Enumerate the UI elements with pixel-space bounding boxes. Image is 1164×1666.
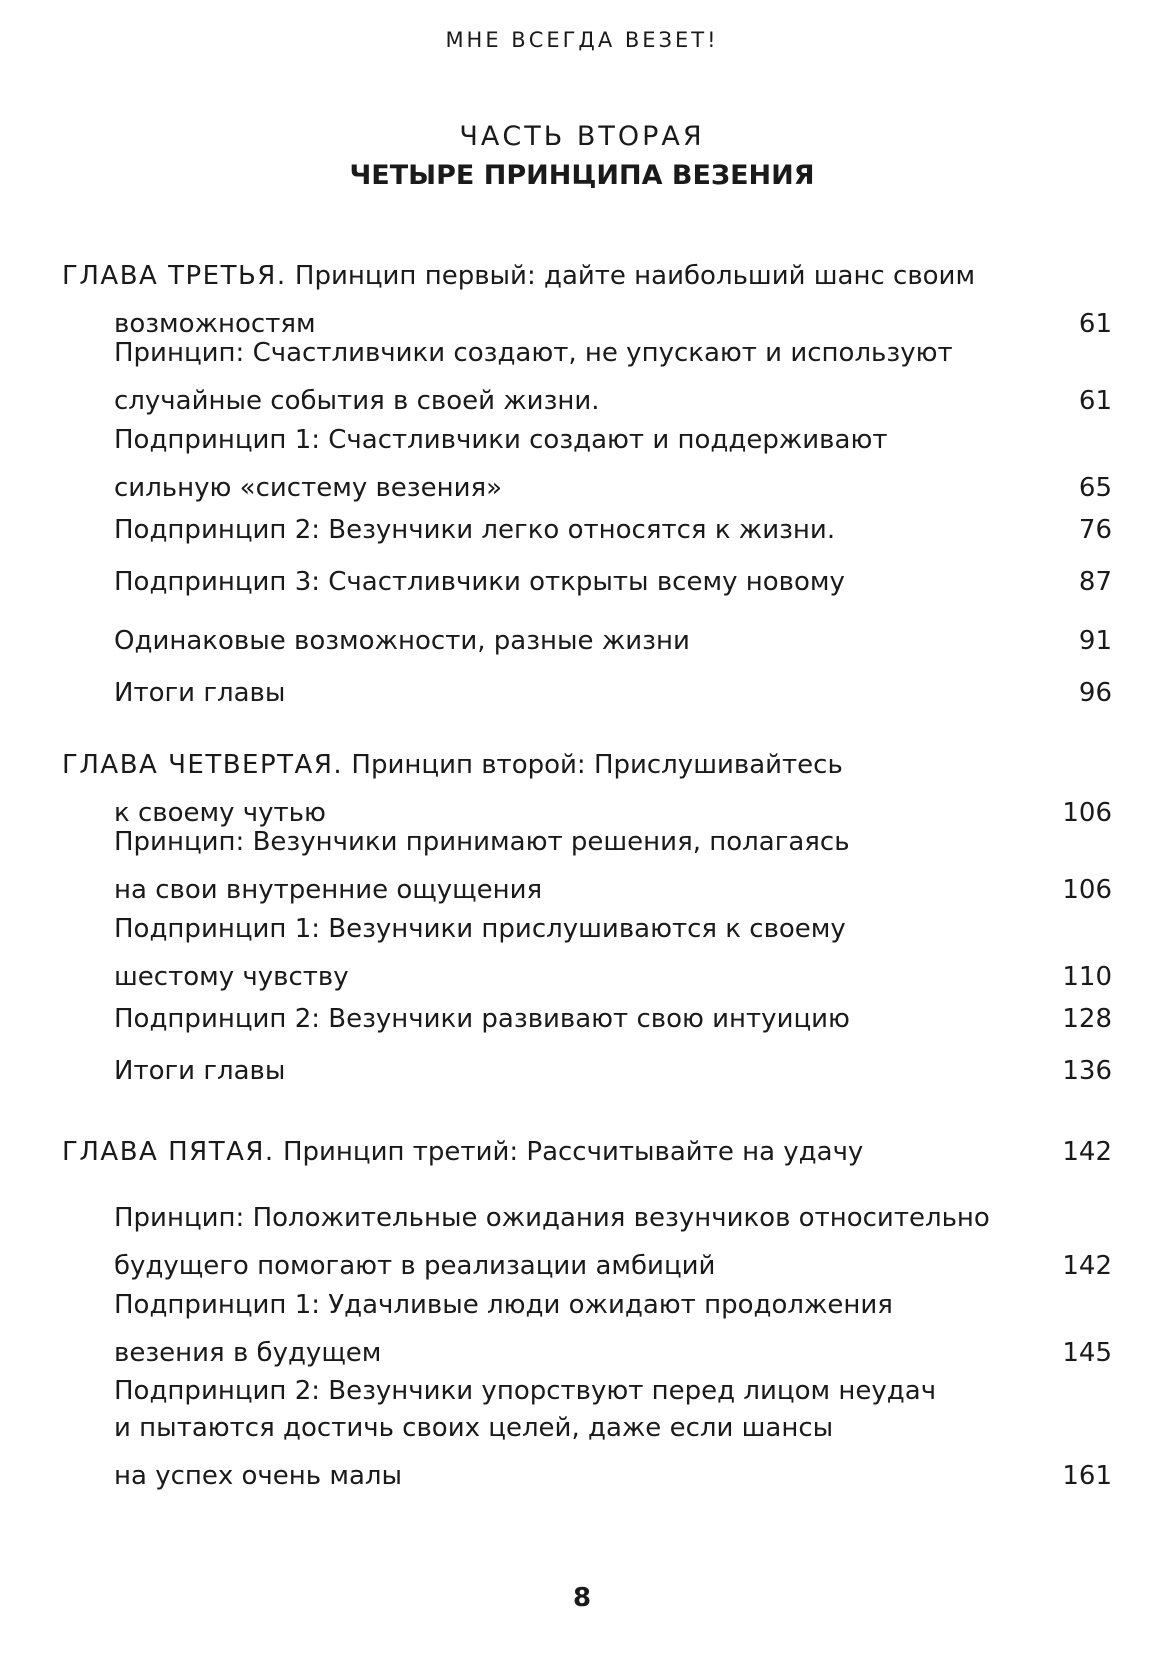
entry-text: на свои внутренние ощущения [114, 875, 543, 905]
entry-last-line [114, 948, 1112, 996]
entry-first-line [62, 258, 1112, 295]
dot-leader [550, 861, 1054, 898]
toc-section-entry[interactable] [62, 824, 1112, 909]
entry-text: везения в будущем [114, 1338, 382, 1368]
chapter-label: ГЛАВА ПЯТАЯ. [62, 1137, 275, 1167]
entry-last-line [114, 664, 1112, 712]
toc-section-entry[interactable] [62, 990, 1112, 1038]
entry-text [114, 1001, 850, 1038]
toc-section-entry[interactable] [62, 1373, 1112, 1495]
entry-text [114, 564, 845, 601]
dot-leader [293, 664, 1054, 701]
entry-text [114, 872, 542, 909]
toc-section-entry[interactable] [62, 422, 1112, 507]
part-subtitle: ЧЕТЫРЕ ПРИНЦИПА ВЕЗЕНИЯ [349, 160, 815, 191]
toc-chapter-entry[interactable] [62, 258, 1112, 343]
dot-leader [843, 501, 1054, 538]
entry-last-line [114, 612, 1112, 660]
entry-text: на успех очень малы [114, 1461, 403, 1491]
entry-text: случайные события в своей жизни. [114, 386, 600, 416]
dot-leader [723, 1237, 1054, 1274]
entry-text [114, 1458, 402, 1495]
dot-leader [334, 784, 1054, 821]
toc-chapter-entry[interactable] [62, 1123, 1112, 1171]
entry-text [114, 1248, 715, 1285]
entry-last-line [114, 459, 1112, 507]
entry-text [114, 675, 285, 712]
entry-text [114, 1053, 285, 1090]
toc-section-entry[interactable] [62, 612, 1112, 660]
entry-last-line [114, 372, 1112, 420]
entry-text: Подпринцип 2: Везунчики развивают свою интуицию [114, 1004, 850, 1034]
entry-last-line [114, 990, 1112, 1038]
entry-text [62, 1134, 863, 1171]
toc-section-entry[interactable] [62, 553, 1112, 601]
entry-last-line [114, 1324, 1112, 1372]
dot-leader [324, 295, 1054, 332]
running-head: МНЕ ВСЕГДА ВЕЗЕТ! [445, 28, 719, 52]
entry-first-line [114, 1200, 1112, 1237]
toc-section-entry[interactable] [62, 664, 1112, 712]
entry-first-line [114, 824, 1112, 861]
entry-text: Подпринцип 1: Счастливчики создают и поддерживают [114, 425, 888, 455]
toc-section-entry[interactable] [62, 911, 1112, 996]
entry-first-line [62, 747, 1112, 784]
entry-first-line [114, 911, 1112, 948]
entry-text: Принцип: Положительные ожидания везунчиков относительно [114, 1203, 990, 1233]
entry-text: Принцип второй: Прислушивайтесь [343, 750, 843, 780]
entry-page-number: 128 [1062, 1004, 1112, 1034]
entry-text [114, 512, 835, 549]
entry-text: Подпринцип 1: Везунчики прислушиваются к своему [114, 914, 846, 944]
entry-text [114, 383, 600, 420]
entry-text: Итоги главы [114, 678, 286, 708]
dot-leader [293, 1042, 1054, 1079]
dot-leader [357, 948, 1054, 985]
toc-section-entry[interactable] [62, 1042, 1112, 1090]
entry-last-line [114, 861, 1112, 909]
toc-section-entry[interactable] [62, 1287, 1112, 1372]
part-title: ЧАСТЬ ВТОРАЯ [459, 121, 705, 152]
entry-last-line [114, 1237, 1112, 1285]
entry-page-number: 142 [1062, 1137, 1112, 1167]
entry-last-line [62, 1123, 1112, 1171]
entry-text [114, 1335, 381, 1372]
entry-text: Одинаковые возможности, разные жизни [114, 626, 690, 656]
entry-first-line [114, 1373, 1112, 1410]
dot-leader [871, 1123, 1054, 1160]
entry-last-line [114, 553, 1112, 601]
chapter-label: ГЛАВА ТРЕТЬЯ. [62, 261, 287, 291]
entry-text: Подпринцип 2: Везунчики легко относятся к жизни. [114, 515, 836, 545]
entry-text [114, 623, 690, 660]
dot-leader [853, 553, 1054, 590]
entry-page-number: 145 [1062, 1338, 1112, 1368]
entry-page-number: 87 [1078, 567, 1112, 597]
entry-page-number: 106 [1062, 875, 1112, 905]
entry-last-line [114, 1447, 1112, 1495]
entry-text: Принцип: Счастливчики создают, не упускают и используют [114, 338, 953, 368]
entry-page-number: 65 [1078, 473, 1112, 503]
entry-text: шестому чувству [114, 962, 349, 992]
entry-text: Принцип: Везунчики принимают решения, полагаясь [114, 827, 850, 857]
dot-leader [410, 1447, 1054, 1484]
entry-text: Принцип третий: Рассчитывайте на удачу [274, 1137, 864, 1167]
dot-leader [698, 612, 1054, 649]
entry-first-line [114, 422, 1112, 459]
entry-last-line [114, 501, 1112, 549]
entry-page-number: 96 [1078, 678, 1112, 708]
dot-leader [389, 1324, 1054, 1361]
entry-text: Подпринцип 2: Везунчики упорствуют перед лицом неудач [114, 1376, 937, 1406]
dot-leader [608, 372, 1054, 409]
entry-first-line [114, 335, 1112, 372]
entry-text: Итоги главы [114, 1056, 286, 1086]
toc-chapter-entry[interactable] [62, 747, 1112, 832]
entry-text: будущего помогают в реализации амбиций [114, 1251, 716, 1281]
page-number: 8 [572, 1583, 592, 1613]
entry-text: возможностям [114, 309, 316, 339]
entry-last-line [114, 1042, 1112, 1090]
chapter-label: ГЛАВА ЧЕТВЕРТАЯ. [62, 750, 344, 780]
entry-text: к своему чутью [114, 798, 326, 828]
entry-first-line [114, 1287, 1112, 1324]
entry-page-number: 136 [1062, 1056, 1112, 1086]
entry-page-number: 61 [1078, 386, 1112, 416]
entry-page-number: 61 [1078, 309, 1112, 339]
dot-leader [510, 459, 1054, 496]
entry-page-number: 76 [1078, 515, 1112, 545]
entry-page-number: 106 [1062, 798, 1112, 828]
entry-text: и пытаются достичь своих целей, даже если шансы [114, 1413, 834, 1443]
toc-section-entry[interactable] [62, 501, 1112, 549]
entry-page-number: 161 [1062, 1461, 1112, 1491]
entry-page-number: 91 [1078, 626, 1112, 656]
dot-leader [858, 990, 1054, 1027]
entry-page-number: 110 [1062, 962, 1112, 992]
entry-text: Подпринцип 1: Удачливые люди ожидают продолжения [114, 1290, 893, 1320]
entry-second-line [114, 1410, 1112, 1447]
toc-section-entry[interactable] [62, 335, 1112, 420]
entry-page-number: 142 [1062, 1251, 1112, 1281]
toc-section-entry[interactable] [62, 1200, 1112, 1285]
entry-text: Принцип первый: дайте наибольший шанс своим [286, 261, 976, 291]
entry-text: сильную «систему везения» [114, 473, 503, 503]
entry-text: Подпринцип 3: Счастливчики открыты всему новому [114, 567, 845, 597]
part-heading [0, 118, 1164, 196]
